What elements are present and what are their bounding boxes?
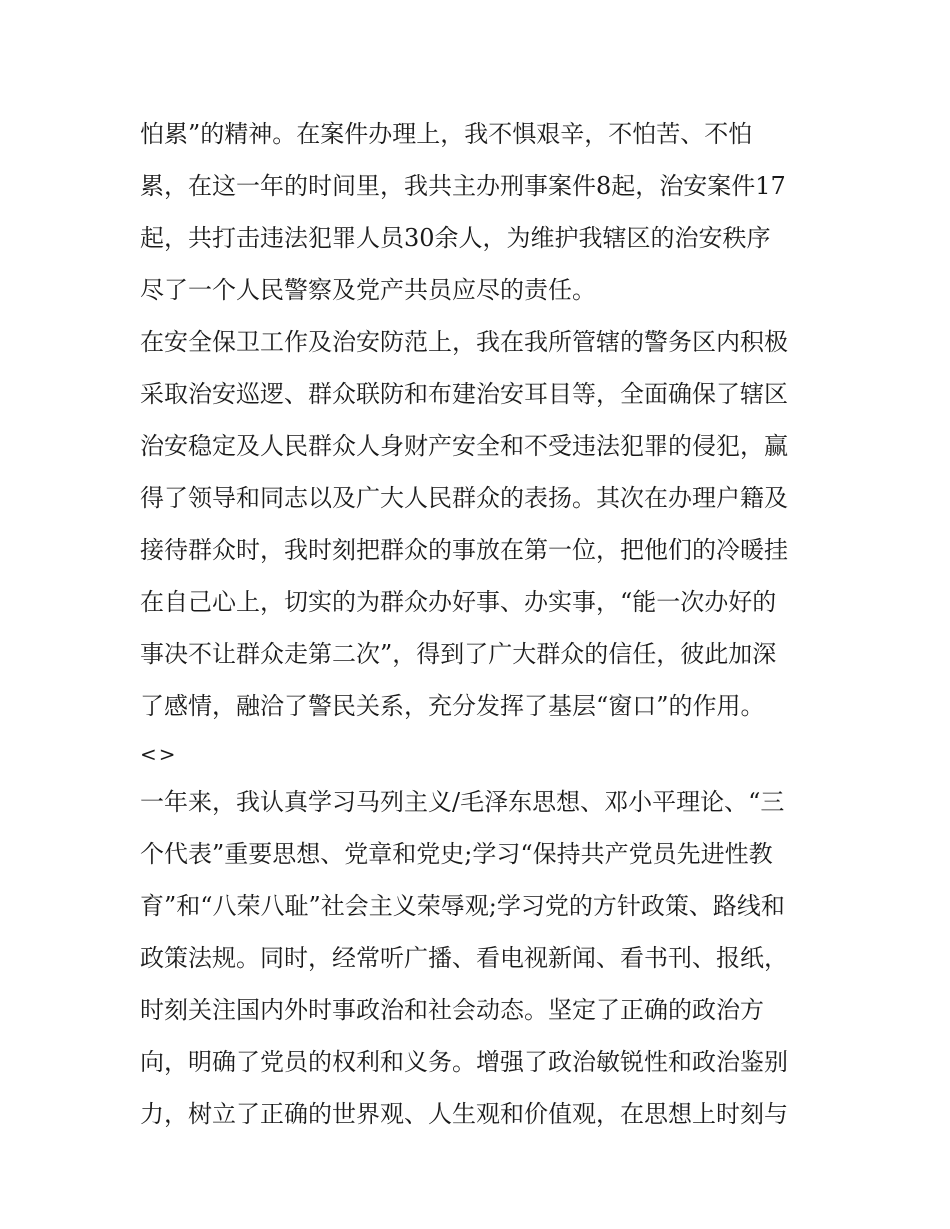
text-line: 事决不让群众走第二次”，得到了广大群众的信任，彼此加深 <box>140 640 777 668</box>
paragraph-security-work <box>140 316 820 732</box>
text-line: 个代表”重要思想、党章和党史;学习“保持共产党员先进性教 <box>140 840 773 868</box>
text-line: 得了领导和同志以及广大人民群众的表扬。其次在办理户籍及 <box>140 484 788 512</box>
text-line: 治安稳定及人民群众人身财产安全和不受违法犯罪的侵犯，赢 <box>140 432 788 460</box>
text-line: 育”和“八荣八耻”社会主义荣辱观;学习党的方针政策、路线和 <box>140 892 785 920</box>
text-line: 向，明确了党员的权利和义务。增强了政治敏锐性和政治鉴别 <box>140 1048 788 1076</box>
text-line: 力，树立了正确的世界观、人生观和价值观，在思想上时刻与 <box>140 1100 788 1128</box>
text-line: 一年来，我认真学习马列主义/毛泽东思想、邓小平理论、“三 <box>140 788 785 816</box>
text-line: 在自己心上，切实的为群众办好事、办实事，“能一次办好的 <box>140 588 777 616</box>
text-line: 怕累”的精神。在案件办理上，我不惧艰辛，不怕苦、不怕 <box>140 120 753 148</box>
paragraph-political-study <box>140 776 820 1140</box>
text-line: 时刻关注国内外时事政治和社会动态。坚定了正确的政治方 <box>140 996 764 1024</box>
text-line: 接待群众时，我时刻把群众的事放在第一位，把他们的冷暖挂 <box>140 536 788 564</box>
document-body <box>140 108 820 1140</box>
text-line: 政策法规。同时，经常听广播、看电视新闻、看书刊、报纸， <box>140 944 788 972</box>
text-line: 了感情，融洽了警民关系，充分发挥了基层“窗口”的作用。 <box>140 692 765 720</box>
text-line: 在安全保卫工作及治安防范上，我在我所管辖的警务区内积极 <box>140 328 788 356</box>
text-line: 采取治安巡逻、群众联防和布建治安耳目等，全面确保了辖区 <box>140 380 788 408</box>
text-line: 尽了一个人民警察及党产共员应尽的责任。 <box>140 276 596 304</box>
paragraph-case-handling <box>140 108 820 316</box>
text-line: 起，共打击违法犯罪人员30余人，为维护我辖区的治安秩序 <box>140 224 771 252</box>
section-marker: <> <box>140 742 178 766</box>
text-line: 累，在这一年的时间里，我共主办刑事案件8起，治安案件17 <box>140 172 786 200</box>
